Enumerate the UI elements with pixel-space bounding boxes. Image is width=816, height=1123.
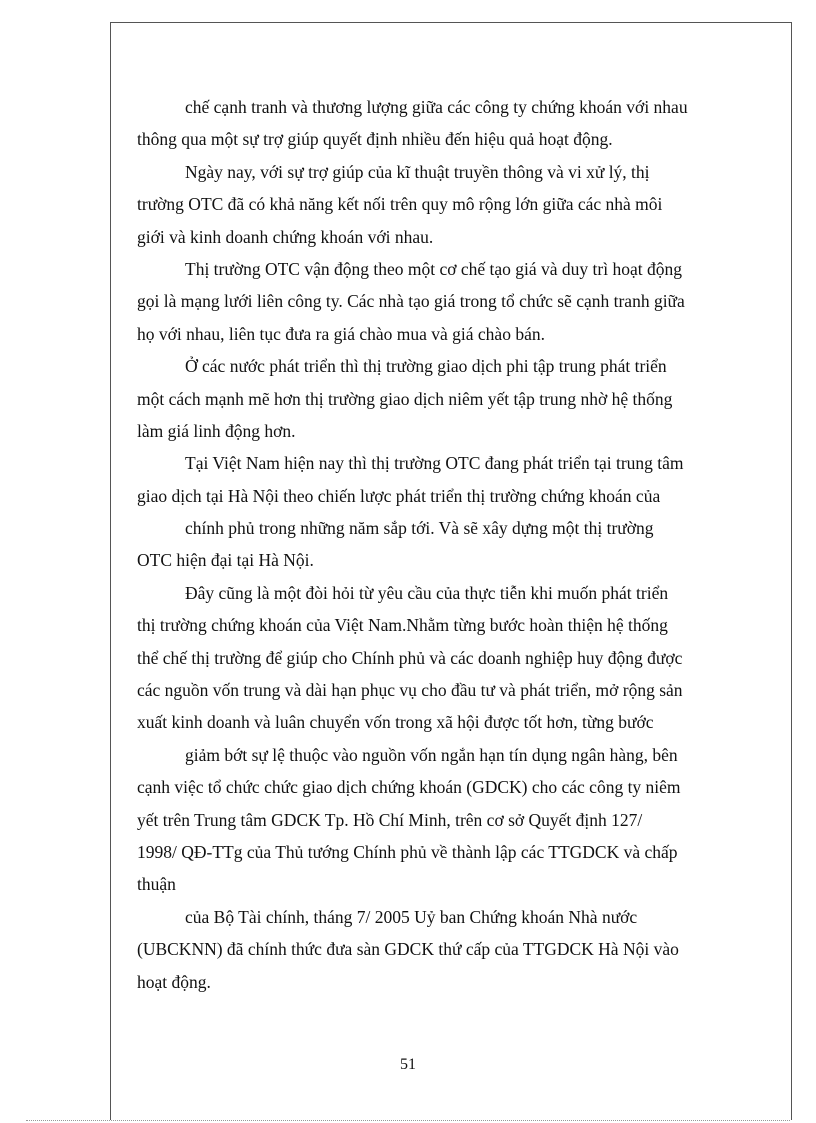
text-line: xuất kinh doanh và luân chuyển vốn trong xã hội được tốt hơn, từng bước [137,712,654,733]
text-line: họ với nhau, liên tục đưa ra giá chào mua và giá chào bán. [137,323,545,344]
text-line: cạnh việc tổ chức chức giao dịch chứng khoán (GDCK) cho các công ty niêm [137,777,681,798]
text-line: Ngày nay, với sự trợ giúp của kĩ thuật truyền thông và vi xử lý, thị [185,161,650,182]
text-line: một cách mạnh mẽ hơn thị trường giao dịch niêm yết tập trung nhờ hệ thống [137,388,673,409]
text-line: trường OTC đã có khả năng kết nối trên quy mô rộng lớn giữa các nhà môi [137,194,663,215]
text-line: giảm bớt sự lệ thuộc vào nguồn vốn ngắn hạn tín dụng ngân hàng, bên [185,744,678,765]
text-line: Đây cũng là một đòi hỏi từ yêu cầu của thực tiễn khi muốn phát triển [185,582,669,603]
text-line: Thị trường OTC vận động theo một cơ chế tạo giá và duy trì hoạt động [185,258,682,279]
text-line: giới và kinh doanh chứng khoán với nhau. [137,226,434,247]
text-line: (UBCKNN) đã chính thức đưa sàn GDCK thứ cấp của TTGDCK Hà Nội vào [137,939,679,960]
body-text [137,91,737,998]
text-line: thị trường chứng khoán của Việt Nam.Nhằm từng bước hoàn thiện hệ thống [137,615,668,636]
bottom-rule [26,1120,790,1121]
text-line: của Bộ Tài chính, tháng 7/ 2005 Uỷ ban Chứng khoán Nhà nước [185,906,638,927]
text-line: thông qua một sự trợ giúp quyết định nhiều đến hiệu quả hoạt động. [137,129,613,150]
text-line: chính phủ trong những năm sắp tới. Và sẽ xây dựng một thị trường [185,518,654,539]
text-line: chế cạnh tranh và thương lượng giữa các công ty chứng khoán với nhau [185,97,688,117]
text-line: thể chế thị trường để giúp cho Chính phủ và các doanh nghiệp huy động được [137,647,683,668]
text-line: giao dịch tại Hà Nội theo chiến lược phát triển thị trường chứng khoán của [137,485,661,506]
text-line: yết trên Trung tâm GDCK Tp. Hồ Chí Minh, trên cơ sở Quyết định 127/ [137,809,643,830]
text-line: hoạt động. [137,971,211,992]
text-line: Ở các nước phát triển thì thị trường giao dịch phi tập trung phát triển [185,356,667,377]
text-line: thuận [137,874,176,895]
text-line: làm giá linh động hơn. [137,420,296,441]
text-line: các nguồn vốn trung và dài hạn phục vụ cho đầu tư và phát triển, mở rộng sản [137,680,683,701]
page-number: 51 [400,1056,416,1073]
text-line: OTC hiện đại tại Hà Nội. [137,550,314,571]
text-line: 1998/ QĐ-TTg của Thủ tướng Chính phủ về thành lập các TTGDCK và chấp [137,841,678,862]
text-line: Tại Việt Nam hiện nay thì thị trường OTC đang phát triển tại trung tâm [185,453,684,474]
text-line: gọi là mạng lưới liên công ty. Các nhà tạo giá trong tổ chức sẽ cạnh tranh giữa [137,291,685,312]
